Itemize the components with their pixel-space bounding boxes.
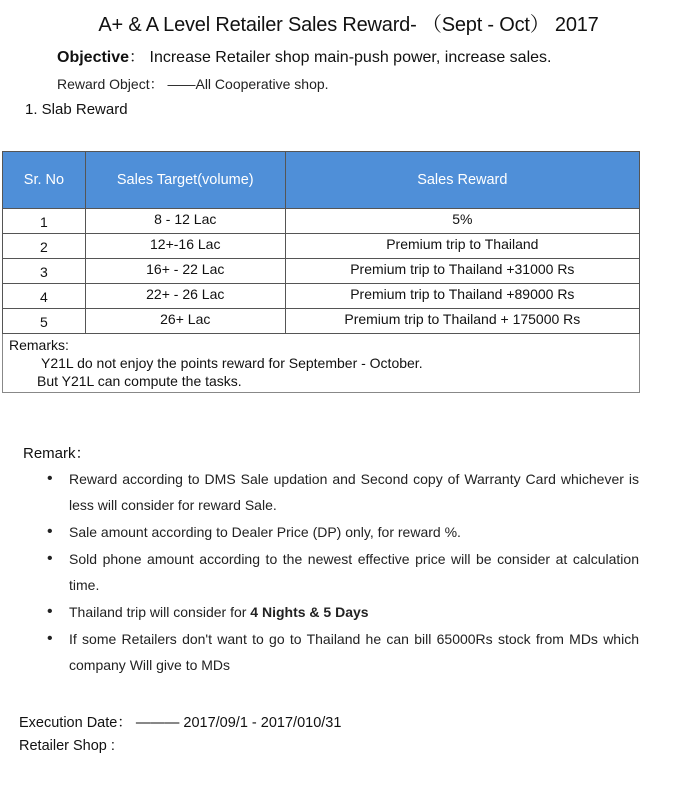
cell-sr: 5 bbox=[3, 309, 86, 334]
cell-reward: Premium trip to Thailand bbox=[285, 234, 639, 259]
execution-date: Execution Date： ——— 2017/09/1 - 2017/010/31 bbox=[19, 715, 342, 731]
table-row bbox=[3, 259, 640, 284]
header-sales-target: Sales Target(volume) bbox=[85, 152, 285, 209]
table-row bbox=[3, 284, 640, 309]
cell-reward: Premium trip to Thailand +89000 Rs bbox=[285, 284, 639, 309]
cell-sr: 2 bbox=[3, 234, 86, 259]
table-header-row bbox=[3, 152, 640, 209]
remarks-heading: Remark： bbox=[23, 445, 91, 462]
objective bbox=[57, 44, 551, 67]
table-remarks-line-1: Y21L do not enjoy the points reward for September - October. bbox=[41, 355, 423, 371]
cell-sr: 3 bbox=[3, 259, 86, 284]
cell-reward: 5% bbox=[285, 209, 639, 234]
retailer-shop-label: Retailer Shop : bbox=[19, 738, 115, 754]
cell-target: 26+ Lac bbox=[85, 309, 285, 334]
table-remarks-label: Remarks: bbox=[9, 337, 69, 353]
objective-label: Objective bbox=[57, 49, 130, 66]
cell-target: 8 - 12 Lac bbox=[85, 209, 285, 234]
list-item-bold-text: 4 Nights & 5 Days bbox=[250, 604, 369, 620]
document-title: A+ & A Level Retailer Sales Reward- （Sept - Oct） 2017 bbox=[98, 14, 599, 36]
list-item: • Sold phone amount according to the newest effective price will be consider at calculation time. bbox=[47, 546, 639, 598]
cell-sr: 4 bbox=[3, 284, 86, 309]
cell-reward: Premium trip to Thailand + 175000 Rs bbox=[285, 309, 639, 334]
section-title-slab-reward: 1. Slab Reward bbox=[25, 101, 128, 118]
cell-target: 16+ - 22 Lac bbox=[85, 259, 285, 284]
objective-separator: ： bbox=[129, 49, 146, 66]
cell-sr: 1 bbox=[3, 209, 86, 234]
table-row bbox=[3, 234, 640, 259]
objective-text: Increase Retailer shop main-push power, increase sales. bbox=[145, 49, 552, 66]
cell-reward: Premium trip to Thailand +31000 Rs bbox=[285, 259, 639, 284]
remarks-list bbox=[47, 466, 639, 679]
slab-reward-table bbox=[2, 151, 640, 393]
header-sr-no: Sr. No bbox=[3, 152, 86, 209]
table-remarks-cell bbox=[3, 334, 640, 393]
reward-object: Reward Object： ——All Cooperative shop. bbox=[57, 76, 329, 92]
table-row bbox=[3, 309, 640, 334]
list-item: • Reward according to DMS Sale updation and Second copy of Warranty Card whichever is less will consider for reward Sale. bbox=[47, 466, 639, 518]
table-remarks-line-2: But Y21L can compute the tasks. bbox=[37, 373, 242, 389]
table-remarks-row bbox=[3, 334, 640, 393]
list-item-text: Thailand trip will consider for bbox=[69, 604, 251, 620]
list-item: • Sale amount according to Dealer Price (DP) only, for reward %. bbox=[47, 519, 639, 545]
list-item bbox=[47, 599, 639, 625]
cell-target: 12+-16 Lac bbox=[85, 234, 285, 259]
list-item: • If some Retailers don't want to go to Thailand he can bill 65000Rs stock from MDs which company Will give to MDs bbox=[47, 626, 639, 678]
cell-target: 22+ - 26 Lac bbox=[85, 284, 285, 309]
table-row bbox=[3, 209, 640, 234]
header-sales-reward: Sales Reward bbox=[285, 152, 639, 209]
